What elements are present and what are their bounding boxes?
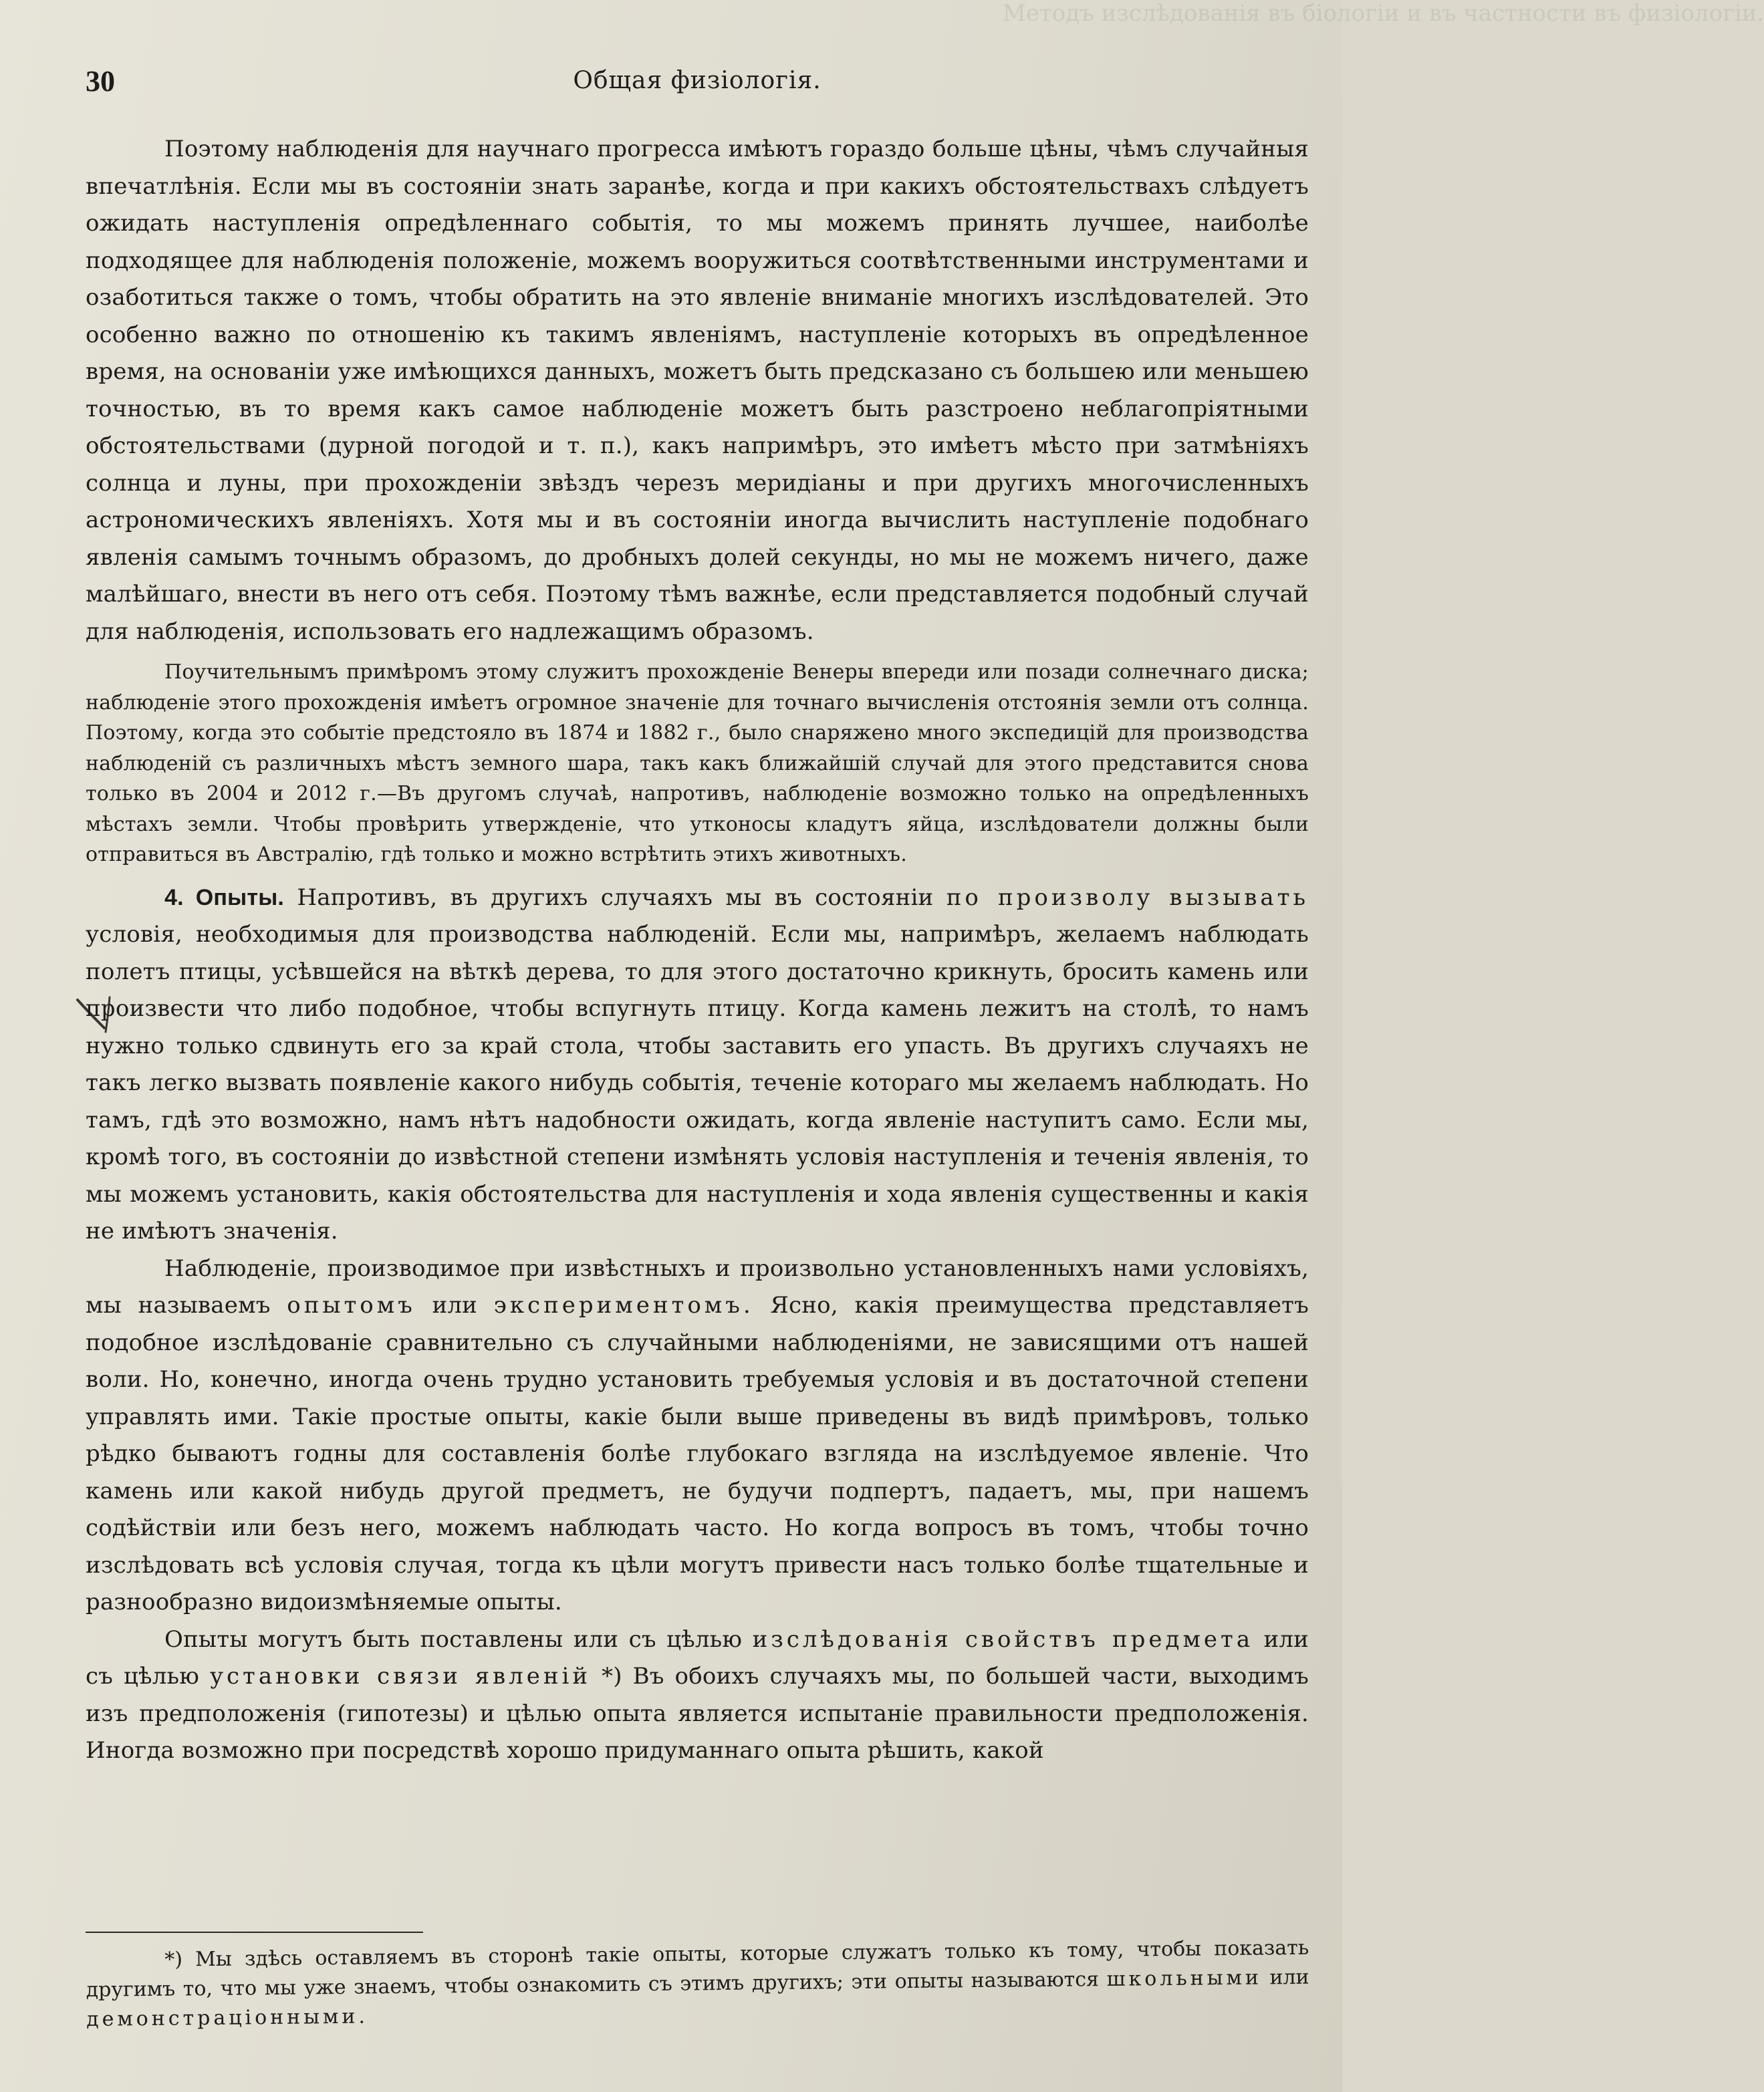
paragraph-definition [86, 1251, 1309, 1621]
paragraph-text: или [432, 1292, 478, 1319]
running-title: Общая физіологія. [573, 67, 822, 94]
section-heading: 4. Опыты. [164, 884, 285, 910]
footnote-text: *) Мы здѣсь оставляемъ въ сторонѣ такіе опыты, которые служатъ только къ тому, чтобы показать другимъ то, что мы уже знаемъ, чтобы ознакомить съ этимъ другихъ; эти опыты называются [86, 1936, 1309, 2002]
footnote [86, 1934, 1309, 2035]
paragraph-purposes [86, 1621, 1309, 1770]
term-properties: изслѣдованія свойствъ предмета [752, 1625, 1254, 1653]
term-school: школьными [1106, 1966, 1263, 1992]
page-body [86, 131, 1309, 1770]
footnote-divider [86, 1932, 423, 1933]
paragraph-text: условія, необходимыя для производства наблюденій. Если мы, напримѣръ, желаемъ наблюдать полетъ птицы, усѣвшейся на вѣткѣ дерева, то для этого достаточно крикнуть, бросить камень или произвести что либо подобное, чтобы вспугнуть птицу. Когда камень лежитъ на столѣ, то намъ нужно только сдвинуть его за край стола, чтобы заставить его упасть. Въ другихъ случаяхъ не такъ легко вызвать появленіе какого нибудь событія, теченіе котораго мы желаемъ наблюдать. Но тамъ, гдѣ это возможно, намъ нѣтъ надобности ожидать, когда явленіе наступитъ само. Если мы, кромѣ того, въ состояніи до извѣстной степени измѣнять условія наступленія и теченія явленія, то мы можемъ установить, какія обстоятельства для наступленія и хода явленія существенны и какія не имѣютъ значенія. [86, 921, 1309, 1245]
paragraph-text: Наблюденіе, производимое при извѣстныхъ и произвольно установленныхъ нами условіяхъ, мы называемъ [86, 1255, 1309, 1319]
page-header [86, 64, 1309, 104]
footnote-text: или [1269, 1965, 1309, 1990]
term-opyt: опытомъ [287, 1292, 416, 1319]
bleed-through-text: Методъ изслѣдованія въ біологіи и въ частности въ физіологіи. [1003, 0, 1764, 27]
term-experiment: экспериментомъ. [493, 1292, 754, 1319]
paragraph-text: или съ цѣлью [86, 1625, 1309, 1690]
term-connection: установки связи явленій [210, 1663, 592, 1690]
term-demonstration: демонстраціонными. [86, 2004, 369, 2031]
paragraph-observations: Поэтому наблюденія для научнаго прогресса имѣютъ гораздо больше цѣны, чѣмъ случайныя впечатлѣнія. Если мы въ состояніи знать заранѣе, когда и при какихъ обстоятельствахъ слѣдуетъ ожидать наступленія опредѣленнаго событія, то мы можемъ принять лучшее, наиболѣе подходящее для наблюденія положеніе, можемъ вооружиться соотвѣтственными инструментами и озаботиться также о томъ, чтобы обратить на это явленіе вниманіе многихъ изслѣдователей. Это особенно важно по отношенію къ такимъ явленіямъ, наступленіе которыхъ въ опредѣленное время, на основаніи уже имѣющихся данныхъ, можетъ быть предсказано съ большею или меньшею точностью, въ то время какъ самое наблюденіе можетъ быть разстроено неблагопріятными обстоятельствами (дурной погодой и т. п.), какъ напримѣръ, это имѣетъ мѣсто при затмѣніяхъ солнца и луны, при прохожденіи звѣздъ черезъ меридіаны и при другихъ многочисленныхъ астрономическихъ явленіяхъ. Хотя мы и въ состояніи иногда вычислить наступленіе подобнаго явленія самымъ точнымъ образомъ, до дробныхъ долей секунды, но мы не можемъ ничего, даже малѣйшаго, внести въ него отъ себя. Поэтому тѣмъ важнѣе, если представляется подобный случай для наблюденія, использовать его надлежащимъ образомъ. [86, 136, 1309, 645]
paragraph-experiments [86, 880, 1309, 1251]
paragraph-text: Ясно, какія преимущества представляетъ подобное изслѣдованіе сравнительно съ случайными наблюденіями, не зависящими отъ нашей воли. Но, конечно, иногда очень трудно установить требуемыя условія и въ достаточной степени управлять ими. Такіе простые опыты, какіе были выше приведены въ видѣ примѣровъ, только рѣдко бываютъ годны для составленія болѣе глубокаго взгляда на изслѣдуемое явленіе. Что камень или какой нибудь другой предметъ, не будучи подпертъ, падаетъ, мы, при нашемъ содѣйствіи или безъ него, можемъ наблюдать часто. Но когда вопросъ въ томъ, чтобы точно изслѣдовать всѣ условія случая, тогда къ цѣли могутъ привести насъ только болѣе тщательные и разнообразно видоизмѣняемые опыты. [86, 1292, 1309, 1615]
paragraph-text: Напротивъ, въ другихъ случаяхъ мы въ состояніи [297, 884, 934, 911]
page-number: 30 [86, 65, 115, 98]
paragraph-venus-example: Поучительнымъ примѣромъ этому служитъ прохожденіе Венеры впереди или позади солнечнаго диска; наблюденіе этого прохожденія имѣетъ огромное значеніе для точнаго вычисленія отстоянія земли отъ солнца. Поэтому, когда это событіе предстояло въ 1874 и 1882 г., было снаряжено много экспедицій для производства наблюденій съ различныхъ мѣстъ земного шара, такъ какъ ближайшій случай для этого представится снова только въ 2004 и 2012 г.—Въ другомъ случаѣ, напротивъ, наблюденіе возможно только на опредѣленныхъ мѣстахъ земли. Чтобы провѣрить утвержденіе, что утконосы кладутъ яйца, изслѣдователи должны были отправиться въ Австралію, гдѣ только и можно встрѣтить этихъ животныхъ. [86, 660, 1309, 866]
paragraph-text: *) Въ обоихъ случаяхъ мы, по большей части, выходимъ изъ предположенія (гипотезы) и цѣлью опыта является испытаніе правильности предположенія. Иногда возможно при посредствѣ хорошо придуманнаго опыта рѣшить, какой [86, 1663, 1309, 1764]
emphasis-spaced: по произволу вызывать [946, 884, 1309, 911]
paragraph-text: Опыты могутъ быть поставлены или съ цѣлью [164, 1625, 743, 1653]
